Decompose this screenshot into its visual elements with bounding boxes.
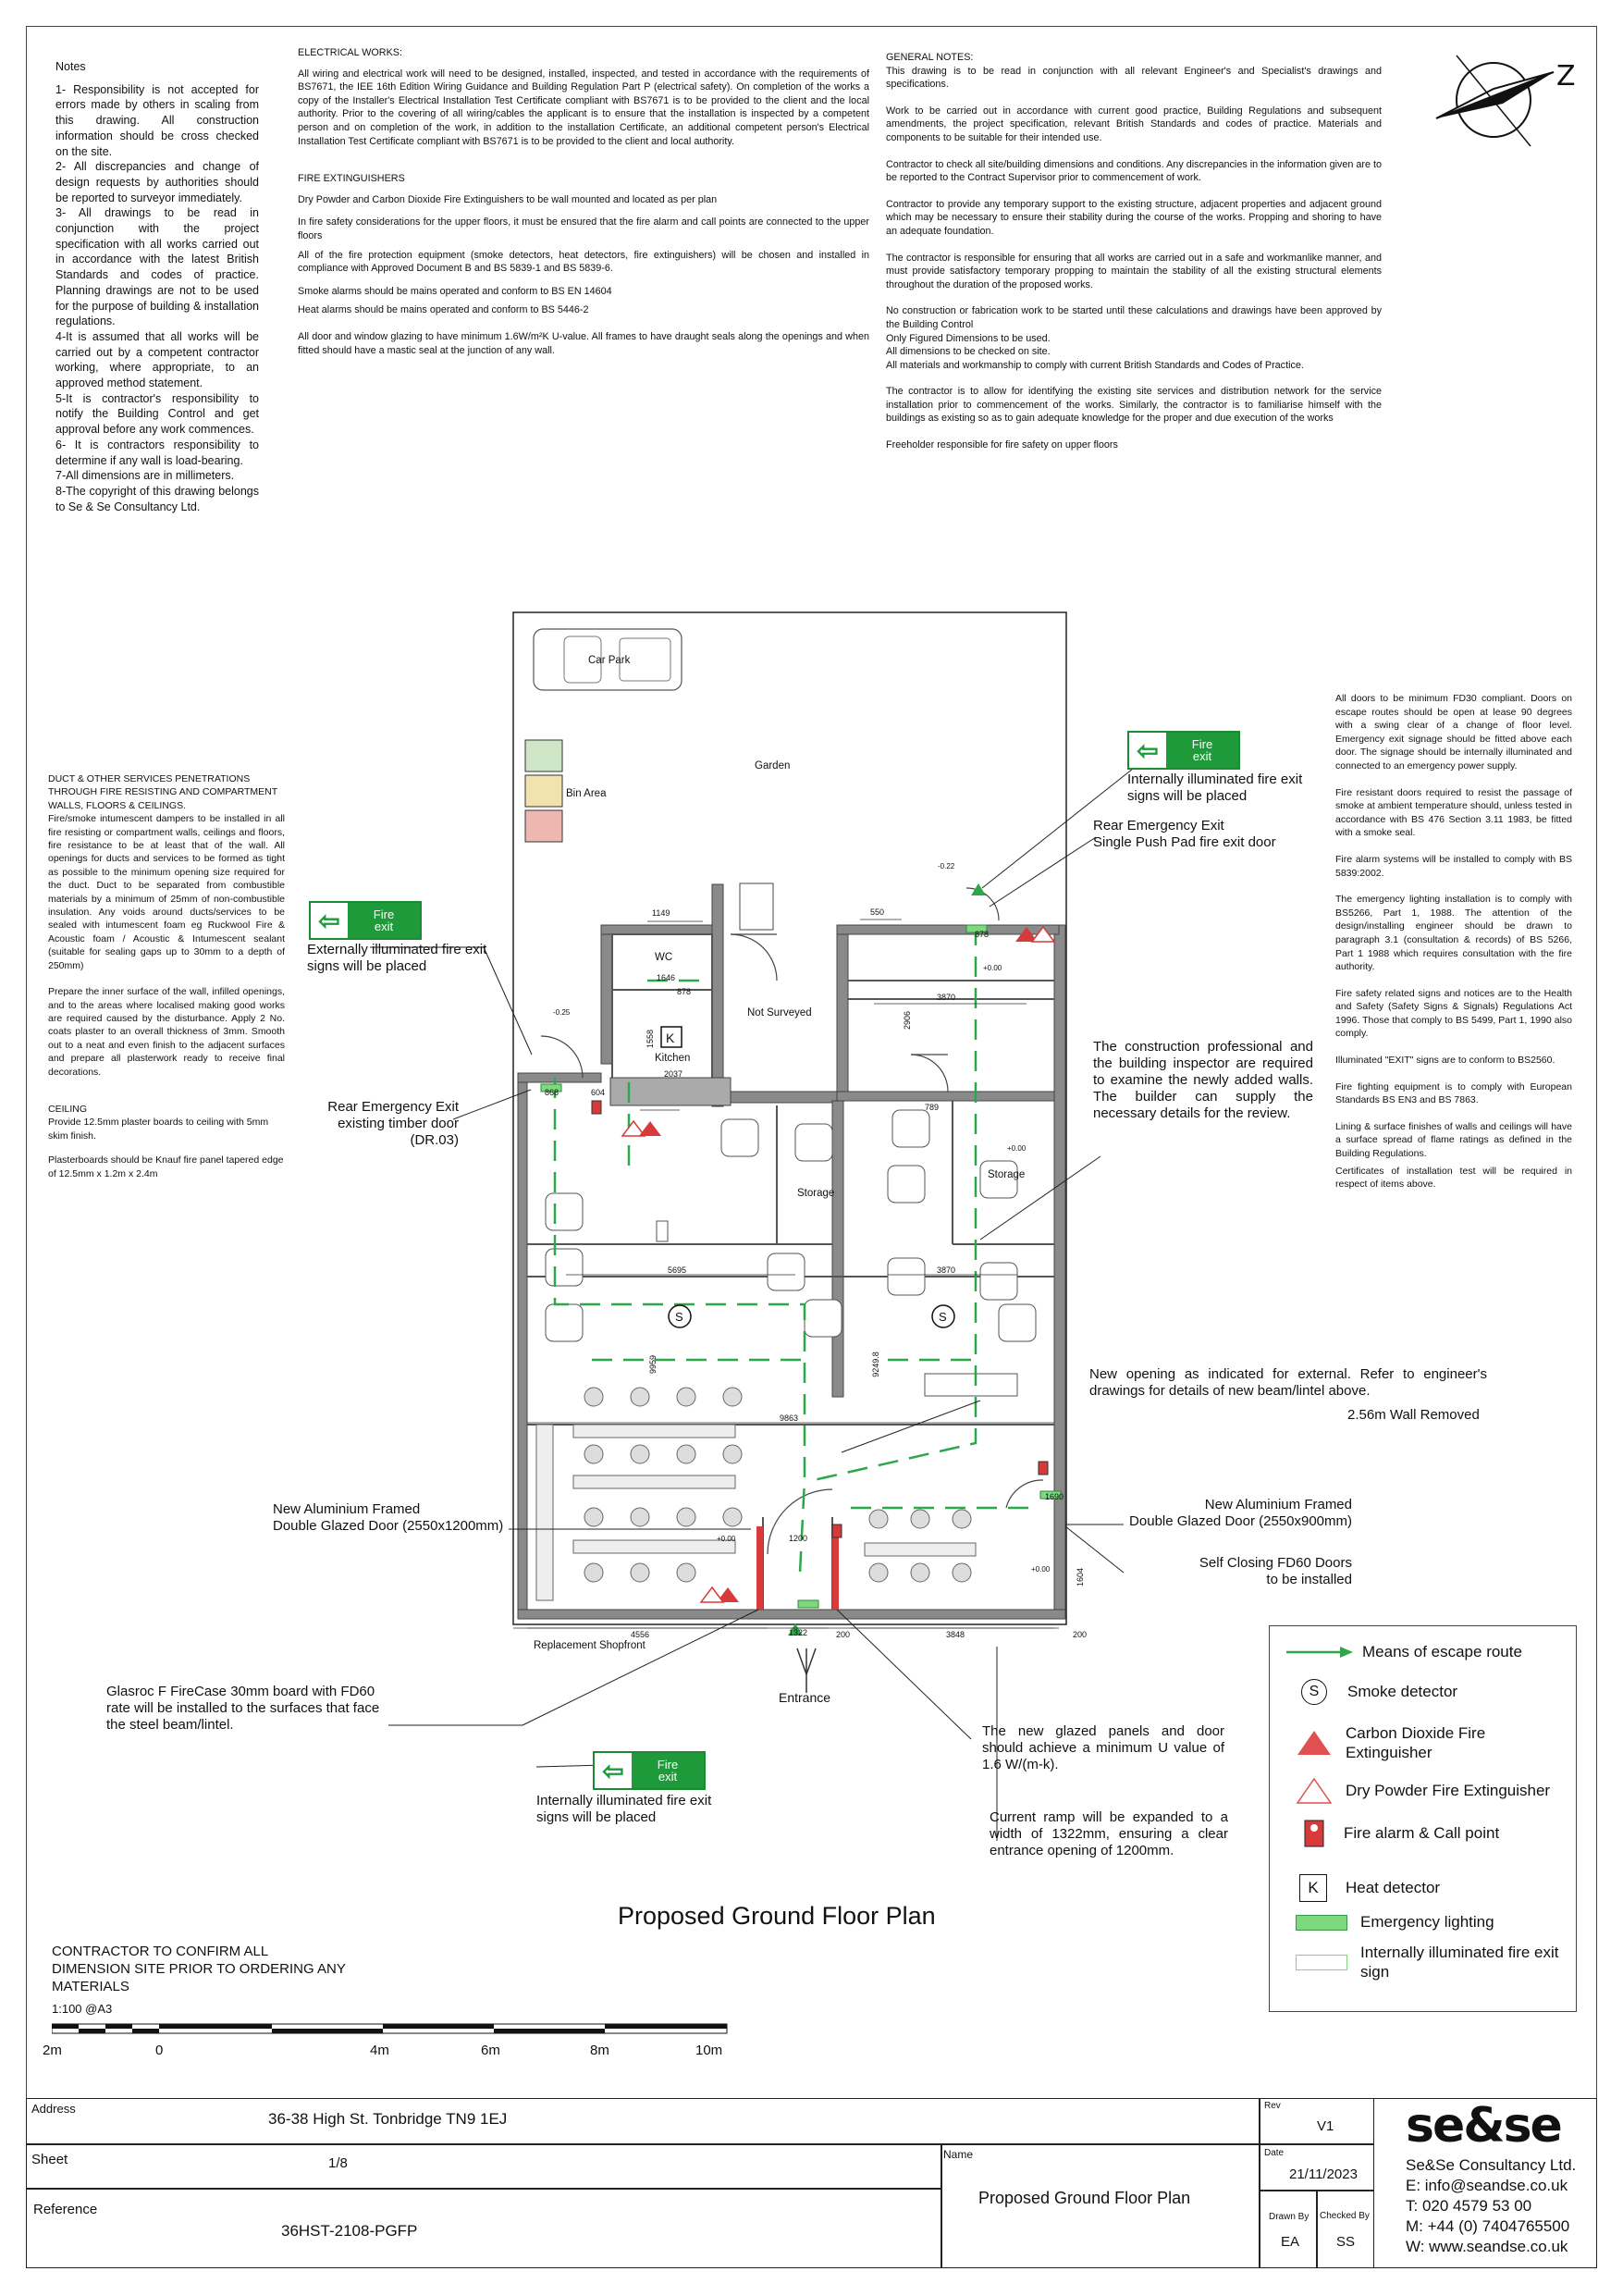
dimension-label: 604: [591, 1088, 606, 1097]
scale-bar: [52, 2022, 732, 2043]
dimension-label: 2906: [903, 1010, 913, 1031]
company-mobile: M: +44 (0) 7404765500: [1406, 2217, 1570, 2235]
note-item: 7-All dimensions are in millimeters.: [55, 469, 235, 483]
date-label: Date: [1264, 2148, 1285, 2158]
date-value: 21/11/2023: [1289, 2166, 1358, 2182]
legend-label: Internally illuminated fire exit sign: [1360, 1944, 1559, 1981]
dimension-label: 1646: [657, 973, 676, 982]
callout-rear-exit-right: [1093, 818, 1315, 851]
fire-alarm-icon: [1303, 1817, 1325, 1850]
dimension-label: 1149: [652, 908, 670, 918]
scale-tick: 8m: [590, 2043, 609, 2058]
callout-new-opening: New opening as indicated for external. Refer to engineer's drawings for details of new beam/lintel above.: [1089, 1366, 1487, 1399]
wc-label: WC: [655, 952, 673, 963]
level-label: +0.00: [1031, 1565, 1051, 1574]
right-note: Fire fighting equipment is to comply with European Standards BS EN3 and BS 7863.: [1335, 1080, 1572, 1106]
drawn-label: Drawn By: [1269, 2212, 1309, 2222]
exit-arrow-icon: ⇦: [595, 1753, 632, 1788]
callout-int-sign-top: Internally illuminated fire exit signs will be placed: [1127, 772, 1303, 804]
company-web: W: www.seandse.co.uk: [1406, 2238, 1568, 2255]
rev-label: Rev: [1264, 2101, 1281, 2111]
legend-label: Dry Powder Fire Extinguisher: [1346, 1782, 1551, 1799]
dimension-label: 9249.8: [870, 1352, 880, 1377]
reference-cell: [26, 2189, 941, 2268]
smoke-symbol: S: [939, 1310, 947, 1324]
legend-item: [1296, 1943, 1559, 1981]
legend-symbol: S: [1309, 1684, 1320, 1699]
legend-item: [1303, 1817, 1499, 1850]
note-item: 4-It is assumed that all works will be carried out by a competent contractor working, where appropriate, to an approved method statement.: [55, 329, 259, 390]
heat-symbol: K: [666, 1031, 675, 1045]
fire-ext-p4: Smoke alarms should be mains operated and conform to BS EN 14604: [298, 285, 612, 297]
sheet-value: 1/8: [328, 2155, 348, 2171]
callout-line: Double Glazed Door (2550x1200mm): [273, 1518, 504, 1534]
smoke-symbol: S: [675, 1310, 683, 1324]
general-p5: The contractor is responsible for ensuring that all works are carried out in a safe and workmanlike manner, and must provide satisfactory temporary propping to maintain the stability of all the existing structural elements throughout the duration of the proposed works.: [886, 252, 1382, 290]
exit-sign-text: Fire: [657, 1758, 679, 1771]
dimension-label: 878: [677, 987, 692, 996]
general-p4: Contractor to provide any temporary support to the existing structure, adjacent properties and adjacent ground which may be necessary to ensure their stability during the course of the works. Propping and shoring to have an adequate foundation.: [886, 198, 1382, 237]
car-park-label: Car Park: [588, 655, 631, 666]
exit-sign-text: exit: [1192, 749, 1212, 763]
legend: [1269, 1625, 1577, 2012]
notes-title: Notes: [55, 60, 86, 73]
callout-ext-sign-left: Externally illuminated fire exit signs will be placed: [307, 942, 487, 974]
storage-label: Storage: [797, 1188, 835, 1199]
legend-label: Fire alarm & Call point: [1344, 1824, 1500, 1842]
not-surveyed-label: Not Surveyed: [747, 1007, 812, 1018]
right-note: Lining & surface finishes of walls and ceilings will have a surface spread of flame ratings as defined in the Building Regulations.: [1335, 1120, 1572, 1160]
fire-ext-p2: In fire safety considerations for the upper floors, it must be ensured that the fire alarm and call points are connected to the upper floors: [298, 216, 869, 241]
callout-line: Rear Emergency Exit: [327, 1099, 459, 1115]
callout-glasroc: Glasroc F FireCase 30mm board with FD60 rate will be installed to the surfaces that face the steel beam/lintel.: [106, 1684, 380, 1733]
dimension-label: 550: [870, 907, 885, 917]
exit-sign-text: exit: [374, 920, 394, 933]
dimension-label: 1558: [646, 1029, 656, 1049]
name-label: Name: [943, 2148, 974, 2161]
callout-alu-right: [1121, 1497, 1352, 1530]
dimension-label: 789: [925, 1103, 940, 1112]
legend-label: Smoke detector: [1347, 1683, 1458, 1700]
duct-text: Fire/smoke intumescent dampers to be installed in all fire resisting or compartment walls, ceilings and floors, fire resistance to be at least that of the wall. All openings for ducts and services to be formed as tight as possible to the minimum opening size required for the duct. Duct to be separated from combustible materials by a minimum of 25mm of non-combustible insulation. Any voids around ducts/services to be sealed with intumescent foam eg Ruckwool Fire & Acoustic foam / Acoustic & Intumescent sealant (suitable for sealing gaps up to 30mm to a depth of 250mm): [48, 813, 285, 971]
dimension-label: 9959: [648, 1354, 658, 1375]
callout-line: New Aluminium Framed: [273, 1501, 421, 1517]
callout-int-sign-bottom: Internally illuminated fire exit signs will be placed: [536, 1793, 712, 1825]
company-email: E: info@seandse.co.uk: [1406, 2177, 1568, 2194]
dimension-label: 200: [836, 1630, 851, 1639]
callout-line: (DR.03): [410, 1132, 459, 1148]
right-note: Fire safety related signs and notices are to the Health and Safety (Safety Signs & Signals) Regulations Act 1996. Those that comply to BS 5499, Part 1, 1990 also comply.: [1335, 987, 1572, 1040]
garden-label: Garden: [755, 760, 791, 772]
address-value: 36-38 High St. Tonbridge TN9 1EJ: [268, 2110, 508, 2128]
dimension-label: 3848: [946, 1630, 965, 1639]
company-logo: [1406, 2100, 1581, 2152]
level-label: +0.00: [983, 964, 1002, 972]
emergency-lighting-icon: [1296, 1915, 1347, 1931]
fire-ext-p5: Heat alarms should be mains operated and conform to BS 5446-2: [298, 304, 589, 316]
logo-text: se&se: [1406, 2098, 1561, 2154]
callout-self-closing: [1130, 1555, 1352, 1588]
right-note: The emergency lighting installation is to comply with BS5266, Part 1, 1988. The attention of the design/installing engineer should be drawn to paragraph 3.1 (consultation & records) of BS 5266, Part 1 1988 which requires consultation with the fire authority.: [1335, 894, 1572, 973]
plaster-text: Plasterboards should be Knauf fire panel tapered edge of 12.5mm x 1.2m x 2.4m: [48, 1154, 284, 1179]
legend-label: Carbon Dioxide Fire Extinguisher: [1346, 1724, 1486, 1761]
address-label: Address: [31, 2102, 76, 2116]
company-tel: T: 020 4579 53 00: [1406, 2197, 1532, 2215]
reference-label: Reference: [33, 2202, 98, 2217]
dimension-label: 1604: [1076, 1567, 1086, 1587]
duct-title: DUCT & OTHER SERVICES PENETRATIONS THROUGH FIRE RESISTING AND COMPARTMENT WALLS, FLOORS & CEILINGS.: [48, 773, 277, 811]
general-p6c: All dimensions to be checked on site.: [886, 346, 1051, 358]
general-p6d: All materials and workmanship to comply with current British Standards and Codes of Practice.: [886, 359, 1304, 371]
checked-value: SS: [1336, 2234, 1356, 2250]
scale-tick: 6m: [481, 2043, 500, 2058]
level-label: -0.25: [553, 1008, 571, 1017]
fire-ext-title: FIRE EXTINGUISHERS: [298, 173, 405, 185]
dry-powder-extinguisher-icon: [1296, 1777, 1333, 1805]
dimension-label: 1322: [789, 1628, 808, 1637]
dimension-label: 2037: [664, 1069, 683, 1079]
callout-ramp: Current ramp will be expanded to a width of 1322mm, ensuring a clear entrance opening of 1200mm.: [990, 1809, 1228, 1858]
general-p6a: No construction or fabrication work to be started until these calculations and drawings have been approved by the Building Control: [886, 305, 1382, 330]
callout-rear-exit-left: [314, 1099, 459, 1149]
legend-label: Emergency lighting: [1360, 1913, 1494, 1931]
bin-area-label: Bin Area: [566, 788, 607, 799]
fire-ext-p3: All of the fire protection equipment (smoke detectors, heat detectors, fire extinguishers) will be chosen and installed in compliance with Approved Document B and BS 5839-1 and BS 5839-6.: [298, 249, 869, 275]
callout-line: Single Push Pad fire exit door: [1093, 834, 1276, 850]
co2-extinguisher-icon: [1296, 1729, 1333, 1757]
legend-label: Heat detector: [1346, 1879, 1441, 1896]
legend-item: [1286, 1643, 1522, 1661]
company-details: [1406, 2155, 1576, 2257]
heat-detector-icon: [1299, 1874, 1327, 1902]
right-note: Illuminated "EXIT" signs are to conform to BS2560.: [1335, 1055, 1555, 1067]
storage-label: Storage: [988, 1169, 1026, 1180]
fire-exit-sign: [593, 1751, 706, 1790]
legend-item: [1299, 1874, 1440, 1902]
scale-tick: 10m: [695, 2043, 723, 2058]
checked-label: Checked By: [1320, 2211, 1370, 2221]
name-value: Proposed Ground Floor Plan: [978, 2189, 1191, 2207]
entrance-label: Entrance: [779, 1690, 831, 1705]
note-item: 3- All drawings to be read in conjunction with the project specification with all works carried out in accordance with the latest British Standards and codes of practice. Planning drawings are not to be used for the purpose of building & installation regulations.: [55, 206, 259, 328]
dimension-label: 878: [975, 930, 990, 939]
right-note: Certificates of installation test will be required in respect of items above.: [1335, 1165, 1572, 1191]
entrance-arrow-icon: [797, 1648, 816, 1693]
exit-arrow-icon: ⇦: [1129, 733, 1166, 768]
general-p1: This drawing is to be read in conjunction with all relevant Engineer's and Specialist's drawings and specifications.: [886, 65, 1382, 91]
sheet-label: Sheet: [31, 2152, 68, 2167]
company-name: Se&Se Consultancy Ltd.: [1406, 2156, 1577, 2174]
right-note: All doors to be minimum FD30 compliant. Doors on escape routes should be open at lease 90 degrees with a swing clear of a change of floor level. Emergency exit signage should be fitted above each door. The signage should be internally illuminated and connected to an emergency power supply.: [1335, 693, 1572, 772]
scale-tick: 2m: [43, 2043, 62, 2058]
dimension-label: 4556: [631, 1630, 650, 1639]
general-title: GENERAL NOTES:: [886, 52, 974, 63]
legend-item: [1296, 1777, 1550, 1805]
smoke-detector-icon: [1301, 1679, 1327, 1705]
level-label: +0.00: [1007, 1144, 1027, 1153]
general-p8: Freeholder responsible for fire safety on upper floors: [886, 439, 1118, 451]
contractor-note: CONTRACTOR TO CONFIRM ALL DIMENSION SITE PRIOR TO ORDERING ANY MATERIALS: [52, 1944, 346, 1994]
general-p7: The contractor is to allow for identifying the existing site services and distribution network for the service installation prior to commencement of the works. Similarly, the contractor is to familiarise himself with the buildings as existing so as to gain adequate knowledge for the proper and due execution of the works: [886, 386, 1382, 425]
dimension-label: 9863: [780, 1413, 799, 1423]
legend-item: [1296, 1913, 1494, 1932]
dimension-label: 3870: [937, 1265, 956, 1275]
fire-exit-sign: [1127, 731, 1240, 770]
level-label: +0.00: [717, 1535, 736, 1543]
right-note: Fire alarm systems will be installed to comply with BS 5839:2002.: [1335, 853, 1572, 879]
callout-wall-removed: 2.56m Wall Removed: [1347, 1407, 1480, 1423]
fire-ext-p1: Dry Powder and Carbon Dioxide Fire Extinguishers to be wall mounted and located as per plan: [298, 193, 718, 205]
callout-line: Double Glazed Door (2550x900mm): [1129, 1513, 1352, 1529]
exit-sign-icon: [1296, 1955, 1347, 1970]
bin-icon: [525, 740, 562, 842]
legend-item: [1301, 1679, 1457, 1705]
general-p3: Contractor to check all site/building dimensions and conditions. Any discrepancies in the information given are to be reported to the Contract Supervisor prior to commencement of work.: [886, 158, 1382, 184]
svg-text:Z: Z: [1556, 60, 1576, 93]
checked-cell: [1317, 2191, 1374, 2268]
legend-symbol: K: [1308, 1879, 1319, 1896]
address-cell: [26, 2098, 1260, 2144]
dimension-label: 200: [1073, 1630, 1088, 1639]
general-p2: Work to be carried out in accordance with current good practice, Building Regulations and subsequent amendments, the project specification, relevant British Standards and codes of practice. Materials and components to be suitable for their intended use.: [886, 105, 1382, 143]
note-item: 5-It is contractor's responsibility to notify the Building Control and get approval before any work commences.: [55, 391, 259, 437]
kitchen-label: Kitchen: [655, 1053, 691, 1064]
callout-line: Self Closing FD60 Doors: [1199, 1555, 1352, 1571]
right-note: Fire resistant doors required to resist the passage of smoke at ambient temperature should, unless tested in accordance with BS 476 Section 3.11 1983, be fitted with a smoke seal.: [1335, 786, 1572, 839]
exit-sign-text: Fire: [1191, 737, 1213, 751]
legend-item: [1296, 1723, 1531, 1762]
callout-construction: The construction professional and the building inspector are required to examine the newly added walls. The builder can supply the necessary details for the review.: [1093, 1039, 1313, 1121]
callout-line: existing timber door: [338, 1116, 459, 1131]
reference-value: 36HST-2108-PGFP: [281, 2222, 418, 2240]
fire-exit-sign: [309, 901, 422, 940]
ceiling-text: Provide 12.5mm plaster boards to ceiling with 5mm skim finish.: [48, 1117, 269, 1142]
scale-tick: 4m: [370, 2043, 389, 2058]
drawn-cell: [1260, 2191, 1317, 2268]
scale-label: 1:100 @A3: [52, 2002, 113, 2016]
drawing-title: Proposed Ground Floor Plan: [618, 1902, 936, 1930]
exit-sign-text: Fire: [373, 907, 395, 921]
note-item: 8-The copyright of this drawing belongs to Se & Se Consultancy Ltd.: [55, 484, 259, 513]
exit-sign-text: exit: [658, 1770, 678, 1784]
legend-label: Means of escape route: [1362, 1643, 1522, 1660]
duct-prepare: Prepare the inner surface of the wall, infilled openings, and to the areas where localised making good works are required caused by the disturbance. Apply 2 No. coats plaster to an overall thickness of 3mm. Smooth out to a neat and even finish to the adjacent surfaces and prepare all plasterwork ready to receive final decorations.: [48, 986, 285, 1078]
dimension-label: 3870: [937, 993, 956, 1002]
note-item: 2- All discrepancies and change of design requests by authorities should be reported to surveyor immediately.: [55, 160, 259, 204]
general-p6b: Only Figured Dimensions to be used.: [886, 332, 1051, 344]
dimension-label: 5695: [668, 1265, 687, 1275]
dimension-label: 868: [545, 1088, 559, 1097]
note-item: 1- Responsibility is not accepted for errors made by others in scaling from this drawing. All construction information should be cross checked on the site.: [55, 82, 259, 158]
scale-tick: 0: [155, 2043, 164, 2058]
callout-line: New Aluminium Framed: [1204, 1497, 1352, 1512]
sheet-cell: [26, 2144, 941, 2189]
shopfront-label: Replacement Shopfront: [534, 1640, 646, 1651]
dimension-label: 1690: [1045, 1492, 1064, 1501]
callout-line: to be installed: [1266, 1572, 1352, 1587]
electrical-title: ELECTRICAL WORKS:: [298, 47, 402, 58]
callout-glazed-panels: The new glazed panels and door should achieve a minimum U value of 1.6 W/(m-k).: [982, 1723, 1224, 1772]
level-label: -0.22: [938, 862, 955, 870]
fire-ext-p6: All door and window glazing to have minimum 1.6W/m²K U-value. All frames to have draught seals along the openings and when fitted should have a mastic seal at the junction of any wall.: [298, 330, 869, 356]
escape-arrow-icon: [1286, 1646, 1353, 1659]
callout-line: Rear Emergency Exit: [1093, 818, 1224, 833]
exit-arrow-icon: ⇦: [311, 903, 348, 938]
electrical-text: All wiring and electrical work will need to be designed, installed, inspected, and tested in accordance with the requirements of BS7671, the IEE 16th Edition Wiring Guidance and Building Regulation Part P (electrical safety). On completion of the works a copy of the Installer's Electrical Installation Test Certificate compliant with BS7671 is to be provided to the client and the local authority. Prior to the covering of all wiring/cables the applicant is to ensure that the installation is inspected by a competent person and on completion of the work, in addition to the installation Certificate, an additional competent person's Electrical Installation Test Certificate compliant with BS7671 is to be provided to the client and local authority.: [298, 68, 869, 147]
dimension-label: 1200: [789, 1534, 808, 1543]
callout-alu-left: [273, 1501, 503, 1535]
note-item: 6- It is contractors responsibility to determine if any wall is load-bearing.: [55, 438, 259, 467]
ceiling-title: CEILING: [48, 1103, 88, 1115]
rev-value: V1: [1317, 2118, 1334, 2134]
drawn-value: EA: [1281, 2234, 1300, 2250]
